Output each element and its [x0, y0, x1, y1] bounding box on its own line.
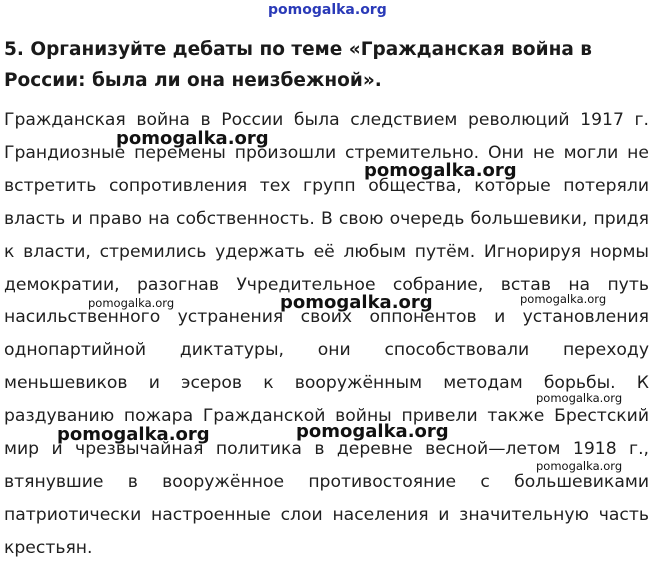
watermark: pomogalka.org	[280, 292, 433, 313]
answer-text: Гражданская война в России была следствием революций 1917 г. Грандиозные перемены произошли стремительно. Они не могли не встретить сопротивления тех групп общества, которые потеряли власть и право на собственность. В свою очередь большевики, придя к власти, стремились удержать её любым путём. Игнорируя нормы демократии, разогнав Учредительное собрание, встав на путь насильственного устранения своих оппонентов и установления однопартийной диктатуры, они способствовали переходу меньшевиков и эсеров к вооружённым методам борьбы. К раздуванию пожара Гражданской войны привели также Брестский мир и чрезвычайная политика в деревне весной—летом 1918 г., втянувшие в вооружённое противостояние с большевиками патриотически настроенные слои населения и значительную часть крестьян.	[4, 110, 649, 558]
watermark: pomogalka.org	[88, 296, 175, 310]
watermark: pomogalka.org	[536, 459, 623, 473]
task-heading: 5. Организуйте дебаты по теме «Гражданская война в России: была ли она неизбежной».	[4, 39, 592, 91]
watermark: pomogalka.org	[57, 424, 210, 445]
watermark: pomogalka.org	[520, 292, 607, 306]
watermark: pomogalka.org	[116, 128, 269, 149]
watermark: pomogalka.org	[364, 160, 517, 181]
watermark-top: pomogalka.org	[268, 2, 387, 18]
watermark: pomogalka.org	[296, 421, 449, 442]
watermark: pomogalka.org	[536, 391, 623, 405]
